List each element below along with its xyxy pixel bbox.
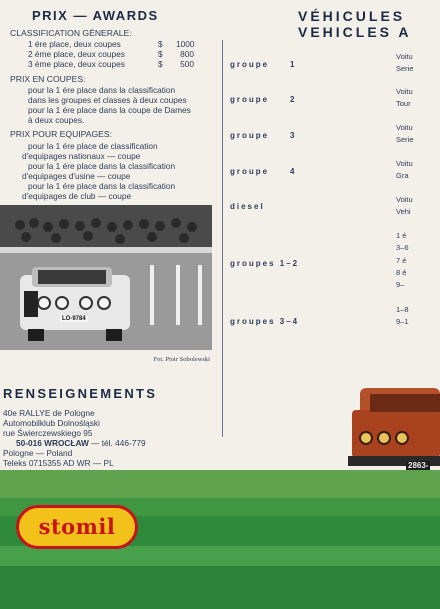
address-line <box>3 458 114 468</box>
rally-car-photo-image <box>0 205 212 350</box>
vehicle-desc-fragment: Voitu <box>396 52 413 61</box>
address-text: rue Świerczewskiego 95 <box>3 428 93 438</box>
equipages-line: pour la 1 ére place de classification <box>28 141 158 151</box>
vehicle-desc-fragment: 3–6 <box>396 243 409 252</box>
address-text: 40e RALLYE de Pologne <box>3 408 95 418</box>
address-text: 50-016 WROCŁAW <box>16 438 89 448</box>
group-label: groupe <box>230 95 270 104</box>
group-label: diesel <box>230 202 265 211</box>
awards-heading: PRIX — AWARDS <box>32 8 159 23</box>
vehicle-desc-fragment: Voitu <box>396 159 413 168</box>
vehicle-desc-fragment: Tour <box>396 99 411 108</box>
vehicle-desc-fragment: 1–8 <box>396 305 409 314</box>
classification-place: 1 ére place, deux coupes <box>28 39 121 49</box>
equipages-line: d'equipages nationaux — coupe <box>22 151 141 161</box>
group-label: groupes 1–2 <box>230 259 300 268</box>
vehicle-desc-fragment: Serie <box>396 64 414 73</box>
classification-place: 2 éme place, deux coupes <box>28 49 125 59</box>
address-text: Pologne — Poland <box>3 448 73 458</box>
column-divider <box>222 40 223 437</box>
equipages-line: pour la 1 ére place dans la classification <box>28 181 176 191</box>
vehicle-desc-fragment: 7 é <box>396 256 407 265</box>
vehicle-desc-fragment: 9– <box>396 280 405 289</box>
coupes-line: pour la 1 ére place dans la coupe de Dames <box>28 105 191 115</box>
equipages-heading: PRIX POUR EQUIPAGES: <box>10 129 113 139</box>
address-text: Teleks 0715355 AD WR — PL <box>3 458 114 468</box>
coupes-line: pour la 1 ére place dans la classification <box>28 85 176 95</box>
equipages-line: pour la 1 ére place dans la classification <box>28 161 176 171</box>
vehicle-desc-fragment: Vehi <box>396 207 411 216</box>
address-line <box>3 448 72 458</box>
address-line <box>16 438 146 448</box>
vehicle-desc-fragment: 1 é <box>396 231 407 240</box>
vehicle-desc-fragment: Voitu <box>396 123 413 132</box>
car-registration: 2863- <box>408 461 429 470</box>
group-label: groupes 3–4 <box>230 317 300 326</box>
vehicles-heading-fr: VÉHICULES <box>298 8 406 24</box>
address-text: Automobilklub Dolnośląski <box>3 418 100 428</box>
address-line <box>3 418 100 428</box>
vehicle-desc-fragment: Gra <box>396 171 409 180</box>
group-number: 4 <box>290 167 295 176</box>
vehicles-heading-en: VEHICLES A <box>298 24 412 40</box>
rally-photo <box>0 205 212 350</box>
vehicle-desc-fragment: Serie <box>396 135 414 144</box>
left-column <box>0 0 218 470</box>
prize-currency: $ <box>158 49 163 59</box>
coupes-line: à deux coupes. <box>28 115 85 125</box>
group-number: 3 <box>290 131 295 140</box>
prize-amount: 500 <box>180 59 194 69</box>
address-line <box>3 428 92 438</box>
classification-place: 3 éme place, deux coupes <box>28 59 125 69</box>
equipages-line: d'equipages d'usine — coupe <box>22 171 131 181</box>
address-line <box>3 408 95 418</box>
equipages-line: d'equipages de club — coupe <box>22 191 132 201</box>
car-plate: LO-9784 <box>62 316 86 322</box>
classification-heading: CLASSIFICATION GÉNERALE: <box>10 28 132 38</box>
group-label: groupe <box>230 60 270 69</box>
address-phone: — tél. 446-779 <box>88 438 146 448</box>
prize-amount: 800 <box>180 49 194 59</box>
photo-credit: Fot. Piotr Sobolewski <box>153 356 210 363</box>
coupes-heading: PRIX EN COUPES: <box>10 74 86 84</box>
group-number: 2 <box>290 95 295 104</box>
vehicle-desc-fragment: 9–1 <box>396 317 409 326</box>
vehicle-desc-fragment: 8 é <box>396 268 407 277</box>
vehicle-desc-fragment: Voitu <box>396 195 413 204</box>
group-label: groupe <box>230 167 270 176</box>
info-heading: RENSEIGNEMENTS <box>3 386 158 401</box>
group-label: groupe <box>230 131 270 140</box>
prize-amount: 1000 <box>176 39 195 49</box>
stomil-logo: stomil <box>16 505 138 549</box>
prize-currency: $ <box>158 59 163 69</box>
vehicle-desc-fragment: Voitu <box>396 87 413 96</box>
group-number: 1 <box>290 60 295 69</box>
prize-currency: $ <box>158 39 163 49</box>
coupes-line: dans les groupes et classes à deux coupes <box>28 95 187 105</box>
